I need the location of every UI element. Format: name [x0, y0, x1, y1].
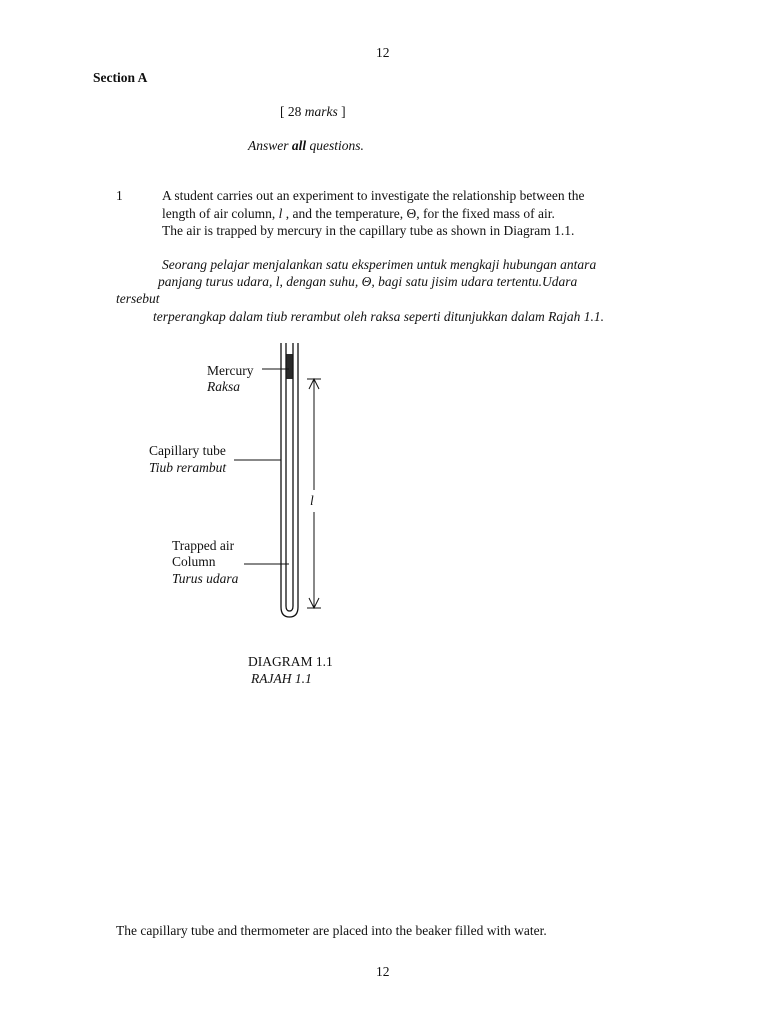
trapped-air-label-ms: Turus udara	[172, 571, 239, 586]
answer-pre: Answer	[248, 138, 292, 153]
en-line2-l: l	[278, 206, 283, 221]
page-number-bottom: 12	[376, 964, 390, 979]
marks-open: [ 28	[280, 104, 305, 119]
answer-bold: all	[291, 138, 307, 153]
diagram-caption-ms: RAJAH 1.1	[251, 671, 312, 686]
mercury-label-ms: Raksa	[207, 379, 240, 394]
en-line2-b: , and the temperature, Θ, for the fixed mass of air.	[282, 206, 555, 221]
mercury-label: Mercury	[207, 363, 254, 378]
marks-close: ]	[337, 104, 346, 119]
question-en-line-1: A student carries out an experiment to investigate the relationship between the	[162, 188, 585, 203]
question-number: 1	[116, 188, 123, 203]
question-ms-line-1: Seorang pelajar menjalankan satu eksperimen untuk mengkaji hubungan antara	[162, 257, 597, 272]
trapped-air-label-1: Trapped air	[172, 538, 235, 553]
capillary-tube-label: Capillary tube	[149, 443, 226, 458]
marks-word: marks	[304, 104, 338, 119]
length-label: l	[310, 493, 314, 508]
section-heading: Section A	[93, 70, 148, 85]
question-en-line-3: The air is trapped by mercury in the capillary tube as shown in Diagram 1.1.	[162, 223, 575, 238]
page-number-top: 12	[376, 45, 390, 60]
question-ms-line-2: panjang turus udara, l, dengan suhu, Θ, bagi satu jisim udara tertentu.Udara	[158, 274, 578, 289]
answer-post: questions.	[306, 138, 364, 153]
question-ms-line-4: terperangkap dalam tiub rerambut oleh raksa seperti ditunjukkan dalam Rajah 1.1.	[153, 309, 604, 324]
trapped-air-label-2: Column	[172, 554, 216, 569]
mercury-plug	[287, 354, 293, 379]
footer-text: The capillary tube and thermometer are placed into the beaker filled with water.	[116, 923, 547, 938]
diagram-caption: DIAGRAM 1.1	[248, 654, 333, 669]
capillary-tube-label-ms: Tiub rerambut	[149, 460, 227, 475]
capillary-tube	[281, 343, 298, 617]
question-ms-line-3: tersebut	[116, 291, 160, 306]
en-line2-a: length of air column,	[162, 206, 279, 221]
